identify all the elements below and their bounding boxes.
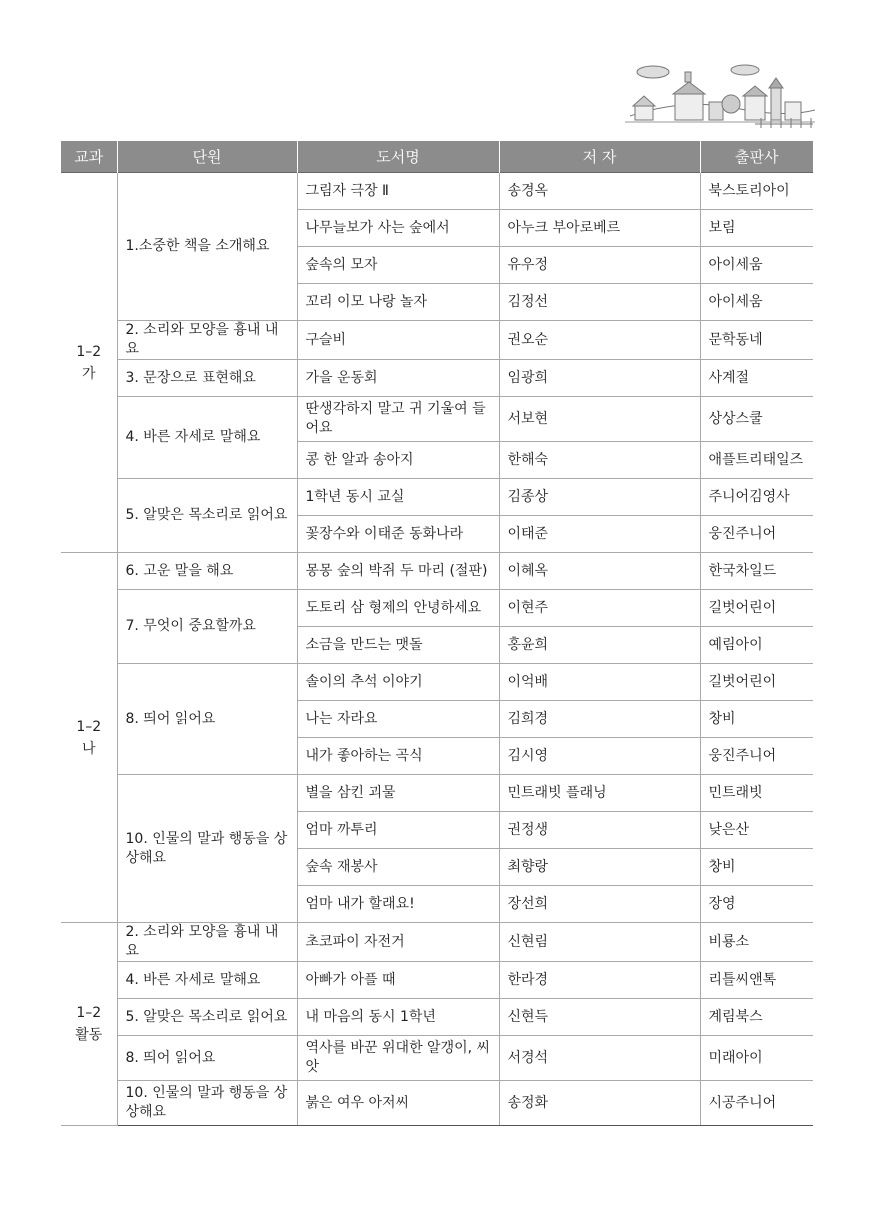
book-title-cell: 그림자 극장 Ⅱ	[297, 173, 499, 210]
unit-cell: 8. 띄어 읽어요	[117, 1036, 297, 1081]
book-title-cell: 나무늘보가 사는 숲에서	[297, 210, 499, 247]
publisher-cell: 주니어김영사	[700, 479, 813, 516]
publisher-cell: 북스토리아이	[700, 173, 813, 210]
publisher-cell: 비룡소	[700, 923, 813, 962]
table-row	[61, 923, 813, 962]
unit-cell: 6. 고운 말을 해요	[117, 553, 297, 590]
book-title-cell: 붉은 여우 아저씨	[297, 1081, 499, 1126]
book-title-cell: 몽몽 숲의 박쥐 두 마리 (절판)	[297, 553, 499, 590]
author-cell: 장선희	[499, 886, 700, 923]
author-cell: 한라경	[499, 962, 700, 999]
author-cell: 서보현	[499, 397, 700, 442]
unit-cell: 4. 바른 자세로 말해요	[117, 397, 297, 479]
book-title-cell: 초코파이 자전거	[297, 923, 499, 962]
book-title-cell: 가을 운동회	[297, 360, 499, 397]
table-row	[61, 999, 813, 1036]
subject-cell: 1–2 가	[61, 173, 117, 553]
publisher-cell: 창비	[700, 701, 813, 738]
publisher-cell: 장영	[700, 886, 813, 923]
unit-cell: 5. 알맞은 목소리로 읽어요	[117, 479, 297, 553]
author-cell: 민트래빗 플래닝	[499, 775, 700, 812]
publisher-cell: 웅진주니어	[700, 738, 813, 775]
book-title-cell: 역사를 바꾼 위대한 알갱이, 씨앗	[297, 1036, 499, 1081]
book-title-cell: 아빠가 아플 때	[297, 962, 499, 999]
publisher-cell: 리틀씨앤톡	[700, 962, 813, 999]
publisher-cell: 낮은산	[700, 812, 813, 849]
publisher-cell: 사계절	[700, 360, 813, 397]
author-cell: 유우정	[499, 247, 700, 284]
publisher-cell: 아이세움	[700, 284, 813, 321]
table-row	[61, 775, 813, 812]
unit-cell: 7. 무엇이 중요할까요	[117, 590, 297, 664]
table-row	[61, 553, 813, 590]
publisher-cell: 웅진주니어	[700, 516, 813, 553]
book-title-cell: 꼬리 이모 나랑 놀자	[297, 284, 499, 321]
book-title-cell: 딴생각하지 말고 귀 기울여 들어요	[297, 397, 499, 442]
table-row	[61, 173, 813, 210]
publisher-cell: 애플트리태일즈	[700, 442, 813, 479]
table-header-row	[61, 141, 813, 173]
publisher-cell: 보림	[700, 210, 813, 247]
book-title-cell: 콩 한 알과 송아지	[297, 442, 499, 479]
author-cell: 서경석	[499, 1036, 700, 1081]
book-title-cell: 1학년 동시 교실	[297, 479, 499, 516]
book-title-cell: 도토리 삼 형제의 안녕하세요	[297, 590, 499, 627]
unit-cell: 10. 인물의 말과 행동을 상상해요	[117, 1081, 297, 1126]
author-cell: 이혜옥	[499, 553, 700, 590]
book-title-cell: 엄마 까투리	[297, 812, 499, 849]
book-title-cell: 내가 좋아하는 곡식	[297, 738, 499, 775]
book-title-cell: 소금을 만드는 맷돌	[297, 627, 499, 664]
unit-cell: 4. 바른 자세로 말해요	[117, 962, 297, 999]
publisher-cell: 예림아이	[700, 627, 813, 664]
unit-cell: 2. 소리와 모양을 흉내 내요	[117, 923, 297, 962]
table-row	[61, 321, 813, 360]
author-cell: 송경옥	[499, 173, 700, 210]
publisher-cell: 시공주니어	[700, 1081, 813, 1126]
book-title-cell: 숲속 재봉사	[297, 849, 499, 886]
column-header-title: 도서명	[297, 141, 499, 173]
author-cell: 김종상	[499, 479, 700, 516]
table-row	[61, 1081, 813, 1126]
book-title-cell: 나는 자라요	[297, 701, 499, 738]
book-title-cell: 솔이의 추석 이야기	[297, 664, 499, 701]
table-row	[61, 590, 813, 627]
author-cell: 아누크 부아로베르	[499, 210, 700, 247]
author-cell: 김시영	[499, 738, 700, 775]
book-title-cell: 내 마음의 동시 1학년	[297, 999, 499, 1036]
author-cell: 이현주	[499, 590, 700, 627]
author-cell: 신현림	[499, 923, 700, 962]
unit-cell: 3. 문장으로 표현해요	[117, 360, 297, 397]
author-cell: 이태준	[499, 516, 700, 553]
book-title-cell: 꽃장수와 이태준 동화나라	[297, 516, 499, 553]
unit-cell: 5. 알맞은 목소리로 읽어요	[117, 999, 297, 1036]
subject-cell: 1–2 나	[61, 553, 117, 923]
publisher-cell: 미래아이	[700, 1036, 813, 1081]
author-cell: 최향랑	[499, 849, 700, 886]
unit-cell: 10. 인물의 말과 행동을 상상해요	[117, 775, 297, 923]
publisher-cell: 계림북스	[700, 999, 813, 1036]
unit-cell: 1.소중한 책을 소개해요	[117, 173, 297, 321]
table-row	[61, 397, 813, 442]
table-row	[61, 664, 813, 701]
author-cell: 송정화	[499, 1081, 700, 1126]
book-title-cell: 엄마 내가 할래요!	[297, 886, 499, 923]
publisher-cell: 창비	[700, 849, 813, 886]
publisher-cell: 상상스쿨	[700, 397, 813, 442]
subject-cell: 1–2 활동	[61, 923, 117, 1126]
author-cell: 홍윤희	[499, 627, 700, 664]
column-header-unit: 단원	[117, 141, 297, 173]
table-row	[61, 479, 813, 516]
unit-cell: 2. 소리와 모양을 흉내 내요	[117, 321, 297, 360]
publisher-cell: 한국차일드	[700, 553, 813, 590]
town-illustration-icon	[625, 58, 815, 133]
publisher-cell: 길벗어린이	[700, 590, 813, 627]
author-cell: 한해숙	[499, 442, 700, 479]
book-title-cell: 별을 삼킨 괴물	[297, 775, 499, 812]
table-row	[61, 360, 813, 397]
publisher-cell: 아이세움	[700, 247, 813, 284]
table-row	[61, 1036, 813, 1081]
author-cell: 임광희	[499, 360, 700, 397]
author-cell: 이억배	[499, 664, 700, 701]
book-list-table	[61, 141, 813, 1126]
author-cell: 권정생	[499, 812, 700, 849]
author-cell: 권오순	[499, 321, 700, 360]
publisher-cell: 민트래빗	[700, 775, 813, 812]
author-cell: 신현득	[499, 999, 700, 1036]
publisher-cell: 문학동네	[700, 321, 813, 360]
publisher-cell: 길벗어린이	[700, 664, 813, 701]
unit-cell: 8. 띄어 읽어요	[117, 664, 297, 775]
column-header-publisher: 출판사	[700, 141, 813, 173]
author-cell: 김희경	[499, 701, 700, 738]
author-cell: 김정선	[499, 284, 700, 321]
table-row	[61, 962, 813, 999]
column-header-subject: 교과	[61, 141, 117, 173]
book-title-cell: 구슬비	[297, 321, 499, 360]
column-header-author: 저 자	[499, 141, 700, 173]
book-title-cell: 숲속의 모자	[297, 247, 499, 284]
